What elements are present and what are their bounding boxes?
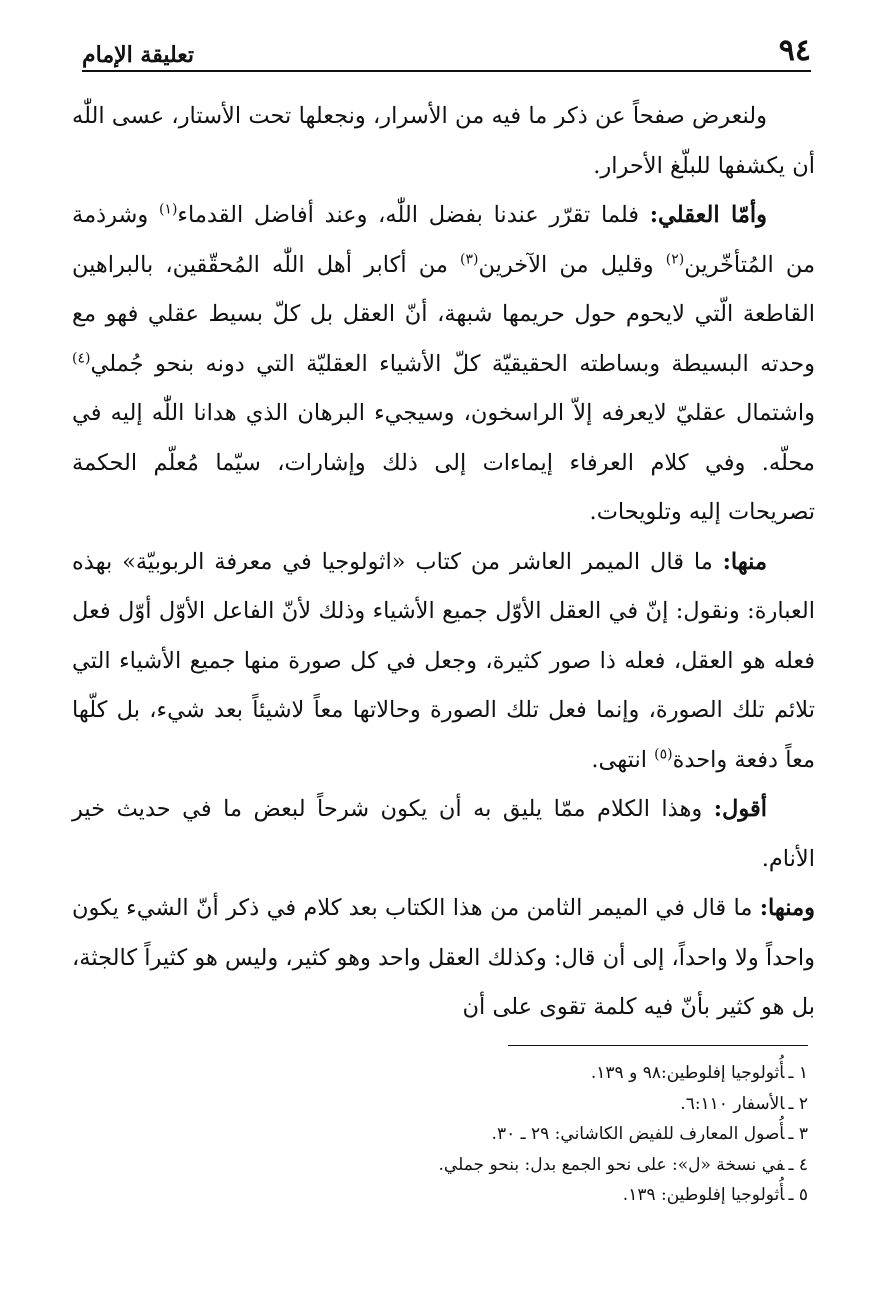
footnote-4 (72, 1150, 808, 1181)
body-text (72, 92, 815, 1033)
footnote-text: أُثولوجيا إفلوطين:٩٨ و ١٣٩. (590, 1063, 785, 1083)
footnote-ref[interactable]: (٣) (460, 251, 479, 267)
footnote-text: الأسفار ٦:١١٠. (680, 1093, 785, 1114)
footnote-5 (72, 1180, 808, 1211)
footnote-ref[interactable]: (١) (158, 201, 178, 218)
page-header (82, 28, 811, 72)
paragraph-aqli: وأمّا العقلي: فلما تقرّر عندنا بفضل اللّٰه، وعند أفاضل القدماء$^{(١)}$ وشرذمة من المُتأخّرين$^{(٢)}$ وقليل من الآخرين$^{(٣)}$ من أكابر أهل اللّٰه المُحقّقين، بالبراهين القاطعة الّتي لايحوم حول حريمها شبهة، أنّ العقل بل كلّ بسيط عقلي فهو مع وحدته البسيطة وبساطته الحقيقيّة كلّ الأشياء العقليّة التي دونه بنحو جُملي$^{(٤)}$ واشتمال عقليّ لايعرفه إلاّ الراسخون، وسيجيء البرهان الذي هدانا اللّٰه إليه في محلّه. وفي كلام العرفاء إيماءات إلى ذلك وإشارات، سيّما مُعلّم الحكمة تصريحات إليه وتلويحات. (72, 201, 815, 525)
lead-term: وأمّا العقلي: (649, 202, 767, 228)
paragraph-wa-minha: ومنها: ما قال في الميمر الثامن من هذا الكتاب بعد كلام في ذكر أنّ الشيء يكون واحداً ولا واحداً، إلى أن قال: وكذلك العقل واحد وهو كثير، وليس هو كثيراً كالجثة، بل هو كثير بأنّ فيه كلمة تقوى على أن (72, 895, 815, 1020)
footnote-number: ١ ـ (788, 1063, 808, 1083)
footnote-number: ٥ ـ (788, 1185, 808, 1205)
footnote-text: أُصول المعارف للفيض الكاشاني: ٢٩ ـ ٣٠. (491, 1124, 785, 1144)
footnote-ref[interactable]: (٤) (72, 350, 91, 366)
footnote-1 (72, 1058, 808, 1089)
footnote-number: ٤ ـ (788, 1154, 808, 1175)
footnote-ref[interactable]: (٥) (654, 746, 673, 762)
lead-term: أقول: (713, 796, 767, 822)
lead-term: منها: (722, 548, 767, 575)
page-number: ٩٤ (778, 33, 811, 68)
paragraph-intro: ولنعرض صفحاً عن ذكر ما فيه من الأسرار، ونجعلها تحت الأستار، عسى اللّٰه أن يكشفها للبلّغ الأحرار. (72, 103, 815, 179)
footnote-separator (508, 1045, 808, 1046)
lead-term: ومنها: (759, 895, 815, 921)
footnote-text: أُثولوجيا إفلوطين: ١٣٩. (622, 1185, 785, 1205)
footnotes (72, 1058, 808, 1211)
footnote-text: في نسخة «ل»: على نحو الجمع بدل: بنحو جملي. (438, 1154, 785, 1175)
footnote-3 (72, 1119, 808, 1150)
paragraph-minha: منها: ما قال الميمر العاشر من كتاب «اثولوجيا في معرفة الربوبيّة» بهذه العبارة: ونقول: إنّ في العقل الأوّل جميع الأشياء وذلك لأنّ الفاعل الأوّل أوّل فعل فعله هو العقل، فعله ذا صور كثيرة، وجعل في كل صورة منها جميع الأشياء التي تلائم تلك الصورة، وإنما فعل تلك الصورة وحالاتها معاً لاشيئاً بعد شيء، بل كلّها معاً دفعة واحدة$^{(٥)}$ انتهى. (72, 548, 815, 773)
footnote-number: ٢ ـ (788, 1093, 808, 1114)
footnote-number: ٣ ـ (788, 1124, 808, 1144)
footnote-2 (72, 1089, 808, 1120)
footnote-ref[interactable]: (٢) (665, 251, 685, 267)
running-title: تعليقة الإمام (82, 42, 195, 68)
paragraph-aqul: أقول: وهذا الكلام ممّا يليق به أن يكون شرحاً لبعض ما في حديث خير الأنام. (72, 796, 815, 872)
